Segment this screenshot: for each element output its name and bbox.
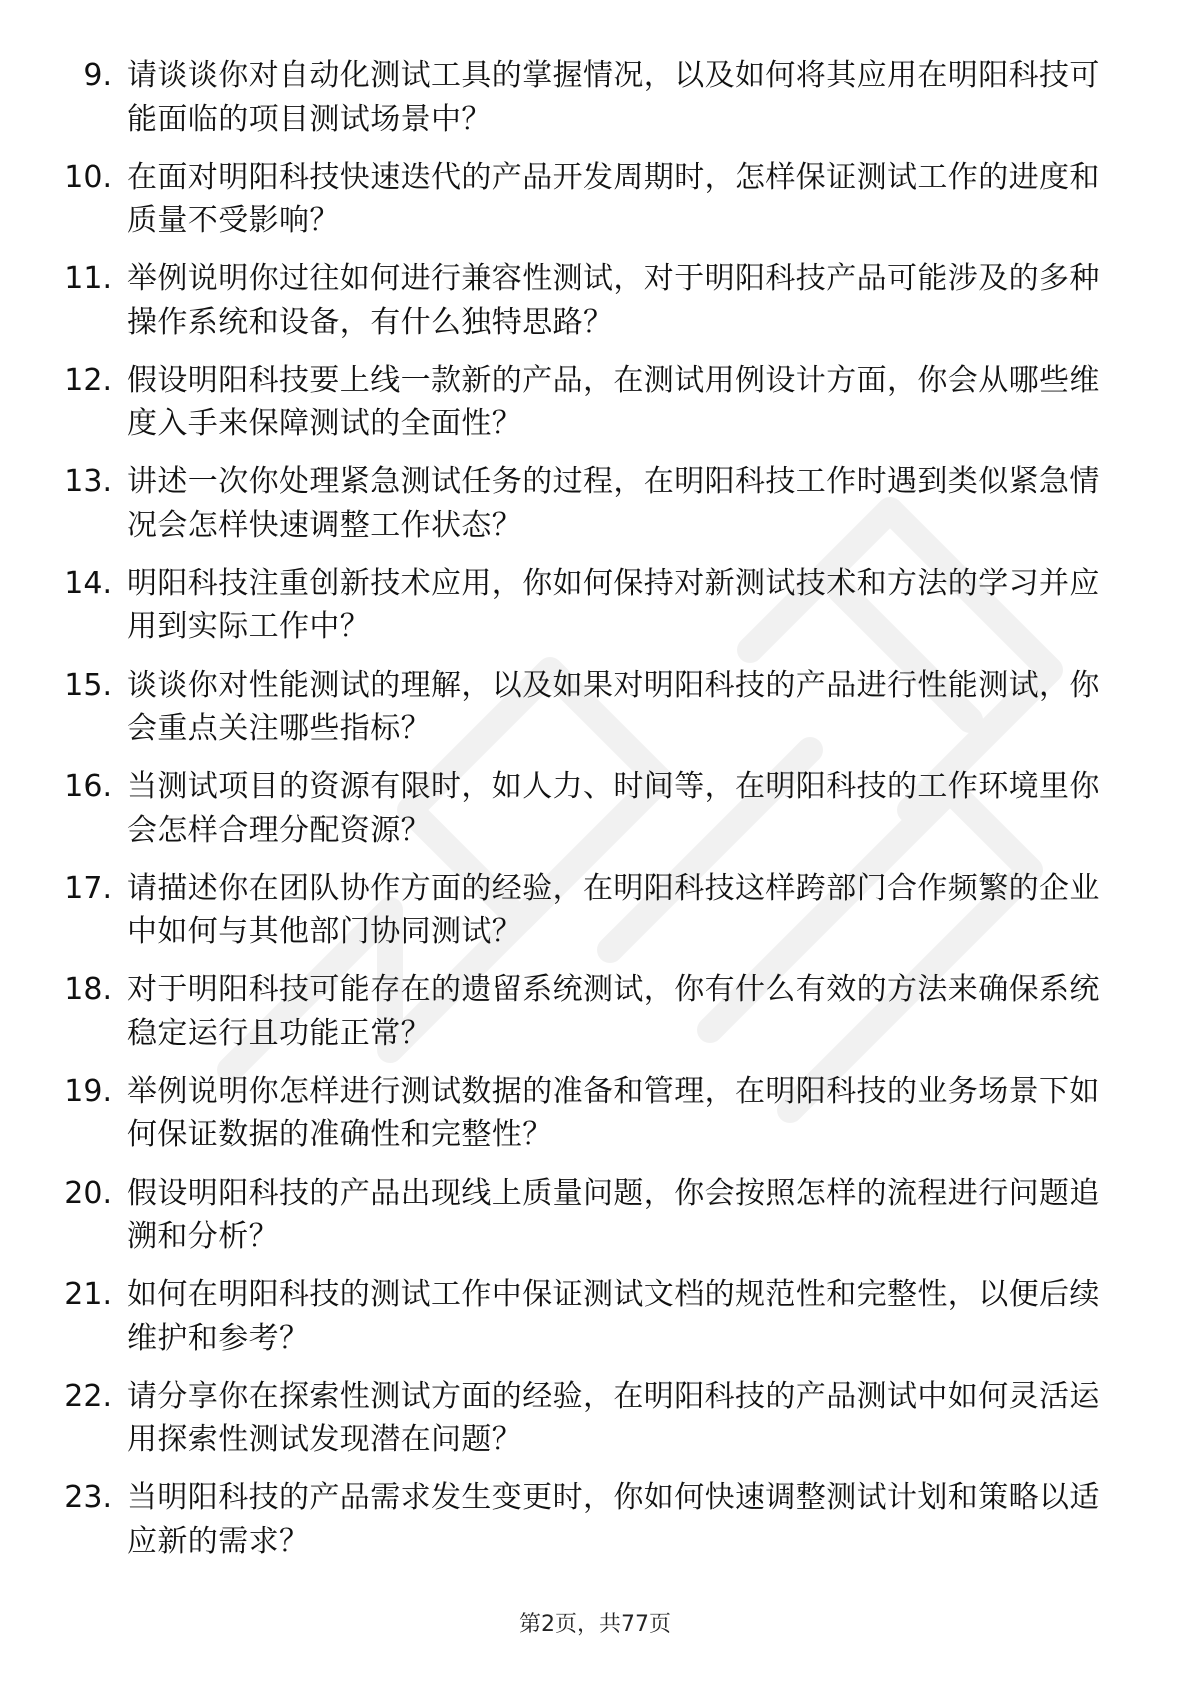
question-text: 明阳科技注重创新技术应用，你如何保持对新测试技术和方法的学习并应用到实际工作中？ [127, 565, 1100, 645]
question-number: 18. [64, 972, 112, 1008]
question-text: 假设明阳科技要上线一款新的产品，在测试用例设计方面，你会从哪些维度入手来保障测试的全面性？ [127, 362, 1100, 442]
list-item [0, 867, 1190, 969]
question-number: 19. [64, 1073, 112, 1109]
question-number: 16. [64, 769, 112, 805]
question-text: 举例说明你怎样进行测试数据的准备和管理，在明阳科技的业务场景下如何保证数据的准确性和完整性？ [127, 1073, 1100, 1153]
question-list [0, 54, 1190, 1578]
question-text: 请谈谈你对自动化测试工具的掌握情况，以及如何将其应用在明阳科技可能面临的项目测试场景中？ [127, 58, 1100, 137]
question-text: 在面对明阳科技快速迭代的产品开发周期时，怎样保证测试工作的进度和质量不受影响？ [127, 159, 1100, 239]
question-number: 13. [64, 464, 112, 500]
question-text: 当明阳科技的产品需求发生变更时，你如何快速调整测试计划和策略以适应新的需求？ [127, 1480, 1100, 1559]
list-item [0, 1375, 1190, 1477]
question-number: 20. [64, 1175, 112, 1211]
question-number: 15. [64, 667, 112, 703]
list-item [0, 1273, 1190, 1375]
list-item [0, 765, 1190, 867]
question-text: 讲述一次你处理紧急测试任务的过程，在明阳科技工作时遇到类似紧急情况会怎样快速调整工作状态？ [127, 464, 1100, 543]
question-text: 如何在明阳科技的测试工作中保证测试文档的规范性和完整性，以便后续维护和参考？ [127, 1277, 1100, 1356]
list-item [0, 460, 1190, 562]
question-text: 谈谈你对性能测试的理解，以及如果对明阳科技的产品进行性能测试，你会重点关注哪些指标？ [127, 667, 1100, 747]
question-text: 请描述你在团队协作方面的经验，在明阳科技这样跨部门合作频繁的企业中如何与其他部门协同测试？ [127, 870, 1100, 950]
question-text: 请分享你在探索性测试方面的经验，在明阳科技的产品测试中如何灵活运用探索性测试发现潜在问题？ [127, 1378, 1100, 1458]
question-number: 11. [64, 261, 112, 297]
page-footer: 第2页，共77页 [519, 1612, 671, 1637]
list-item [0, 562, 1190, 664]
list-item [0, 1070, 1190, 1172]
list-item [0, 54, 1190, 156]
question-text: 假设明阳科技的产品出现线上质量问题，你会按照怎样的流程进行问题追溯和分析？ [127, 1175, 1100, 1255]
list-item [0, 968, 1190, 1070]
question-number: 21. [64, 1277, 112, 1313]
list-item [0, 156, 1190, 258]
question-number: 22. [64, 1378, 112, 1414]
question-text: 对于明阳科技可能存在的遗留系统测试，你有什么有效的方法来确保系统稳定运行且功能正常？ [127, 972, 1100, 1051]
question-number: 12. [64, 362, 112, 398]
question-number: 9. [83, 58, 112, 93]
question-number: 23. [64, 1480, 112, 1516]
question-number: 14. [64, 565, 112, 601]
question-number: 10. [64, 159, 112, 195]
list-item [0, 257, 1190, 359]
question-text: 当测试项目的资源有限时，如人力、时间等，在明阳科技的工作环境里你会怎样合理分配资源？ [127, 769, 1100, 848]
list-item [0, 1476, 1190, 1578]
list-item [0, 1172, 1190, 1274]
list-item [0, 359, 1190, 461]
question-text: 举例说明你过往如何进行兼容性测试，对于明阳科技产品可能涉及的多种操作系统和设备，有什么独特思路？ [127, 261, 1100, 340]
list-item [0, 664, 1190, 766]
question-number: 17. [64, 870, 112, 906]
